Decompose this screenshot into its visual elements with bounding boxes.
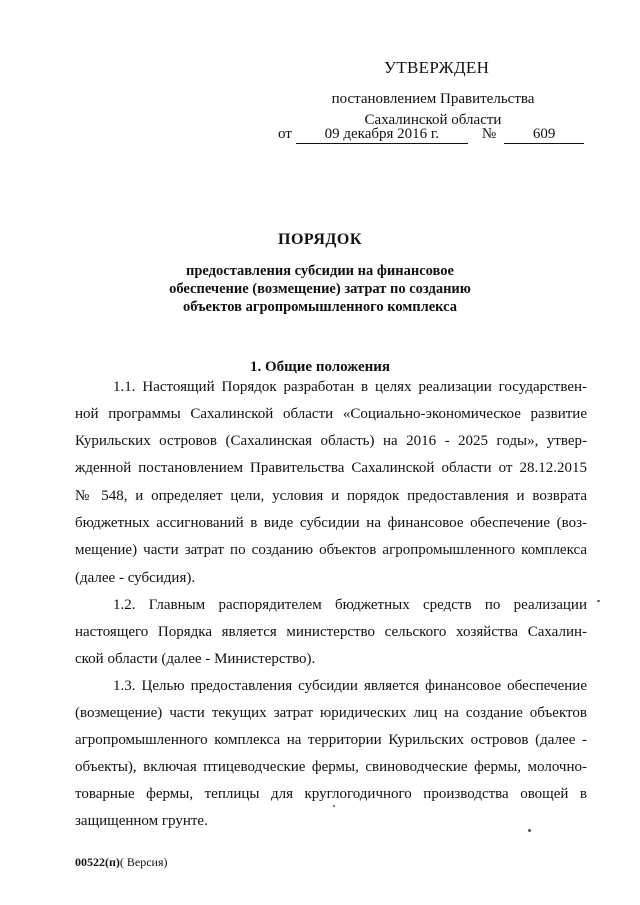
approval-date-line (278, 126, 584, 144)
approval-date: 09 декабря 2016 г. (296, 126, 468, 144)
text-line: 1.1. Настоящий Порядок разработан в целях реализации государствен- (113, 379, 587, 395)
text-line: ной программы Сахалинской области «Социально-экономическое развитие (75, 406, 587, 422)
subtitle-line: обеспечение (возмещение) затрат по созданию (169, 281, 471, 297)
scan-speck (597, 600, 600, 602)
text-line: Курильских островов (Сахалинская область) на 2016 - 2025 годы», утвер- (75, 433, 587, 449)
text-line: 1.2. Главным распорядителем бюджетных средств по реализации (113, 597, 587, 613)
text-line: настоящего Порядка является министерство сельского хозяйства Сахалин- (75, 624, 587, 640)
date-prefix: от (278, 126, 292, 142)
text-line: № 548, и определяет цели, условия и порядок предоставления и возврата (75, 488, 587, 504)
approval-authority (318, 89, 548, 131)
document-footer (75, 855, 168, 870)
text-line: ской области (далее - Министерство). (75, 651, 316, 667)
text-line: (возмещение) части текущих затрат юридических лиц на создание объектов (75, 705, 587, 721)
text-line: мещение) части затрат по созданию объектов агропромышленного комплекса (75, 542, 587, 558)
approval-number: 609 (504, 126, 584, 144)
approval-authority-line-2: Сахалинской области (364, 112, 502, 128)
document-subtitle (0, 262, 640, 316)
footer-code: 00522(п) (75, 855, 120, 869)
text-line: защищенном грунте. (75, 813, 208, 829)
subtitle-line: объектов агропромышленного комплекса (182, 299, 458, 315)
section-heading: 1. Общие положения (249, 359, 391, 375)
scan-speck (333, 805, 335, 807)
number-prefix: № (481, 126, 497, 142)
text-line: бюджетных ассигнований в виде субсидии на финансовое обеспечение (воз- (75, 515, 587, 531)
text-line: жденной постановлением Правительства Сахалинской области от 28.12.2015 (75, 460, 587, 476)
text-line: объекты), включая птицеводческие фермы, свиноводческие фермы, молочно- (75, 759, 587, 775)
text-line: агропромышленного комплекса на территории Курильских островов (далее - (75, 732, 587, 748)
text-line: 1.3. Целью предоставления субсидии является финансовое обеспечение (113, 678, 587, 694)
footer-version: ( Версия) (119, 855, 168, 869)
subtitle-line: предоставления субсидии на финансовое (186, 263, 454, 279)
document-title: ПОРЯДОК (278, 231, 362, 248)
approval-title: УТВЕРЖДЕН (384, 58, 490, 77)
scan-speck (528, 829, 531, 832)
text-line: (далее - субсидия). (75, 570, 196, 586)
text-line: товарные фермы, теплицы для круглогодичного производства овощей в (75, 786, 587, 802)
approval-authority-line-1: постановлением Правительства (331, 91, 535, 107)
